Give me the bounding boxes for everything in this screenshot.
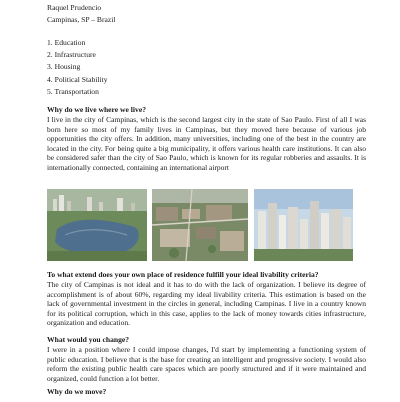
section-body: The city of Campinas is not ideal and it has to do with the lack of organization. I believe its degree of accomplishment is of about 60%, regarding my ideal livability criteria. This estimation is based on the lack of governmental investment in the circles in general, including Campinas. I live in a country known for its political corruption, which in this case, applies to the lack of money towards cities infrastructure, organization and education.: [47, 280, 366, 328]
criteria-item: 2. Infrastructure: [47, 50, 96, 60]
section-why-move: [47, 387, 366, 397]
criteria-item: 4. Political Stability: [47, 74, 108, 84]
city-lake-photo: [47, 189, 147, 261]
city-aerial-photo: [152, 189, 248, 261]
section-livability: [47, 270, 366, 328]
author-location: Campinas, SP – Brazil: [47, 15, 116, 24]
author-name: Raquel Prudencio: [47, 3, 102, 12]
criteria-item: 1. Education: [47, 38, 86, 47]
livability-criteria-list: [47, 37, 366, 98]
document-page: [0, 2, 400, 402]
section-why-live-here: [47, 105, 366, 173]
section-changes: [47, 335, 366, 383]
photo-row: [47, 189, 353, 261]
criteria-item: 3. Housing: [47, 62, 81, 72]
section-body: I live in the city of Campinas, which is the second largest city in the state of Sao Paulo. First of all I was born here so most of my family lives in Campinas, but they moved here because of various job opportunities the city offers. In addition, many universities, including one of the best in the country are located in the city. For being quite a big municipality, it offers various health care institutions. It can also be considered safer than the city of Sao Paulo, which is known for its regular robberies and assaults. It is internationally connected, containing an international airport: [47, 115, 366, 172]
section-body: I were in a position where I could impose changes, I'd start by implementing a functioning system of public education. I believe that is the base for creating an intelligent and progressive society. I would also reform the existing public health care spaces which are poorly structured and if it were maintained and organized, could function a lot better.: [47, 345, 366, 383]
section-heading: What would you change?: [47, 335, 130, 344]
section-heading: Why do we move?: [47, 387, 107, 396]
city-skyline-photo: [254, 189, 353, 261]
criteria-item: 5. Transportation: [47, 86, 99, 96]
section-heading: Why do we live where we live?: [47, 105, 146, 115]
section-heading: To what extend does your own place of residence fulfill your ideal livability criteria?: [47, 270, 319, 279]
author-block: [47, 2, 366, 26]
